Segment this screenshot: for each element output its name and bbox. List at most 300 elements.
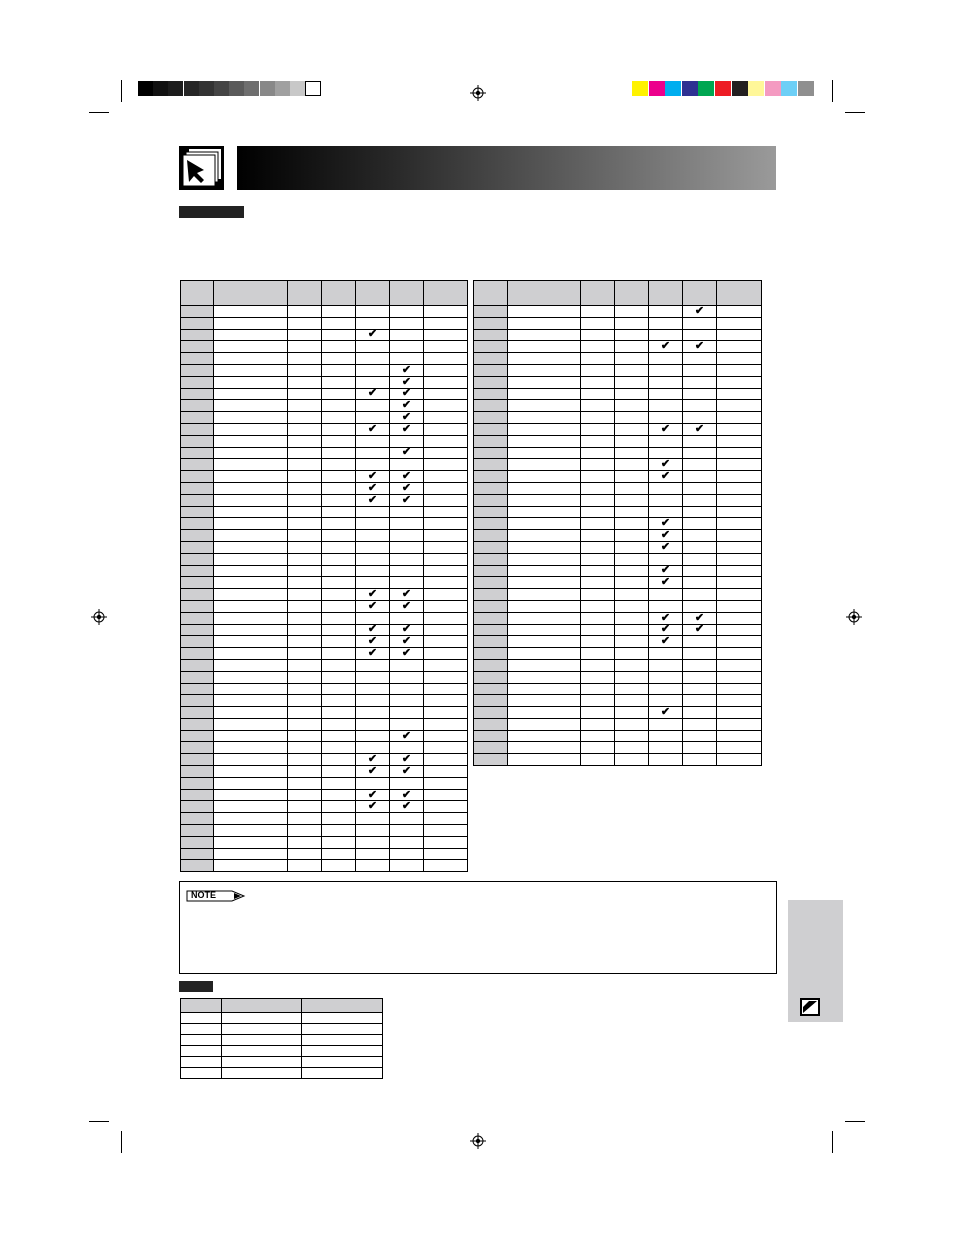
table-cell: [288, 341, 322, 353]
table-row: [474, 648, 762, 660]
table-cell: [474, 589, 508, 601]
color-swatch: [632, 81, 648, 96]
table-row: [181, 624, 468, 636]
table-cell: [322, 730, 356, 742]
table-cell: [683, 671, 717, 683]
table-row: [474, 624, 762, 636]
table-cell: [356, 530, 390, 542]
table-cell: ✔: [356, 600, 390, 612]
table-cell: [214, 730, 288, 742]
table-row: [181, 541, 468, 553]
table-cell: [717, 518, 762, 530]
table-row: [181, 695, 468, 707]
table-cell: [322, 565, 356, 577]
table-cell: [474, 482, 508, 494]
table-cell: [356, 353, 390, 365]
table-row: [181, 813, 468, 825]
table-cell: [615, 553, 649, 565]
table-cell: [288, 860, 322, 872]
table-row: [181, 447, 468, 459]
table-cell: [181, 683, 214, 695]
table-cell: [356, 612, 390, 624]
registration-mark-icon: [846, 609, 862, 625]
table-cell: [214, 353, 288, 365]
table-row: [181, 600, 468, 612]
table-cell: [390, 317, 424, 329]
table-cell: [508, 376, 581, 388]
section-label: [179, 206, 244, 218]
table-cell: [356, 707, 390, 719]
table-cell: [649, 329, 683, 341]
table-cell: [581, 589, 615, 601]
table-row: [181, 671, 468, 683]
table-cell: [288, 530, 322, 542]
table-cell: [683, 459, 717, 471]
table-cell: [390, 695, 424, 707]
table-cell: [214, 777, 288, 789]
table-cell: [474, 730, 508, 742]
table-cell: [474, 506, 508, 518]
table-cell: [683, 659, 717, 671]
table-row: [181, 742, 468, 754]
table-row: [181, 518, 468, 530]
table-cell: [424, 412, 468, 424]
table-cell: ✔: [356, 624, 390, 636]
table-cell: [424, 364, 468, 376]
table-cell: [717, 364, 762, 376]
table-cell: [474, 624, 508, 636]
table-cell: ✔: [390, 600, 424, 612]
table-cell: [322, 423, 356, 435]
table-cell: [474, 459, 508, 471]
table-cell: [581, 459, 615, 471]
table-cell: [508, 388, 581, 400]
table-cell: [322, 707, 356, 719]
table-cell: [615, 565, 649, 577]
table-cell: [322, 553, 356, 565]
table-cell: [288, 707, 322, 719]
table-cell: [424, 553, 468, 565]
table-cell: [615, 388, 649, 400]
table-cell: [356, 364, 390, 376]
table-row: [181, 659, 468, 671]
table-cell: [717, 341, 762, 353]
table-cell: [390, 825, 424, 837]
table-cell: [508, 364, 581, 376]
table-cell: [181, 636, 214, 648]
table-cell: [717, 577, 762, 589]
table-cell: [649, 376, 683, 388]
column-header: [649, 281, 683, 306]
table-cell: [322, 836, 356, 848]
table-cell: [181, 766, 214, 778]
table-cell: ✔: [649, 341, 683, 353]
table-cell: [615, 482, 649, 494]
table-cell: [683, 541, 717, 553]
table-cell: ✔: [390, 789, 424, 801]
table-cell: [356, 742, 390, 754]
table-cell: [615, 329, 649, 341]
table-cell: [390, 459, 424, 471]
table-cell: ✔: [390, 754, 424, 766]
column-header: [717, 281, 762, 306]
table-cell: [424, 494, 468, 506]
table-cell: [615, 306, 649, 318]
table-cell: [288, 482, 322, 494]
table-cell: [581, 317, 615, 329]
table-cell: [581, 329, 615, 341]
table-cell: [214, 860, 288, 872]
column-header: [615, 281, 649, 306]
table-cell: [322, 695, 356, 707]
column-header: [424, 281, 468, 306]
table-cell: [288, 659, 322, 671]
table-cell: [474, 471, 508, 483]
table-cell: [649, 412, 683, 424]
table-cell: ✔: [390, 624, 424, 636]
table-row: [181, 801, 468, 813]
table-cell: [214, 848, 288, 860]
table-cell: [717, 683, 762, 695]
table-cell: [390, 659, 424, 671]
table-cell: [615, 423, 649, 435]
table-cell: [322, 435, 356, 447]
table-cell: [356, 777, 390, 789]
table-cell: [214, 364, 288, 376]
note-label: NOTE: [191, 890, 217, 900]
table-cell: ✔: [356, 766, 390, 778]
table-cell: [474, 577, 508, 589]
table-cell: [181, 364, 214, 376]
table-cell: [717, 317, 762, 329]
table-cell: [181, 353, 214, 365]
table-cell: [288, 388, 322, 400]
table-cell: [214, 683, 288, 695]
table-row: [474, 459, 762, 471]
table-cell: [474, 341, 508, 353]
table-cell: ✔: [390, 423, 424, 435]
table-cell: [649, 695, 683, 707]
table-cell: [322, 364, 356, 376]
table-cell: ✔: [356, 789, 390, 801]
table-cell: [683, 447, 717, 459]
table-cell: [424, 447, 468, 459]
table-cell: [508, 648, 581, 660]
table-cell: [356, 447, 390, 459]
table-cell: [356, 565, 390, 577]
table-cell: [649, 447, 683, 459]
table-cell: [717, 553, 762, 565]
table-cell: [424, 541, 468, 553]
table-cell: [508, 459, 581, 471]
table-row: [474, 353, 762, 365]
table-cell: [356, 412, 390, 424]
table-cell: [288, 671, 322, 683]
table-cell: ✔: [356, 471, 390, 483]
table-cell: [508, 530, 581, 542]
table-cell: [683, 600, 717, 612]
table-cell: [181, 813, 214, 825]
table-cell: [356, 306, 390, 318]
table-cell: [214, 565, 288, 577]
table-row: [474, 754, 762, 766]
table-cell: [717, 730, 762, 742]
table-cell: [424, 848, 468, 860]
table-row: [474, 376, 762, 388]
table-cell: [181, 648, 214, 660]
table-cell: [356, 730, 390, 742]
table-cell: [322, 376, 356, 388]
table-cell: [288, 459, 322, 471]
crop-mark: [89, 112, 109, 113]
table-cell: [717, 494, 762, 506]
table-cell: ✔: [390, 471, 424, 483]
table-cell: [508, 730, 581, 742]
table-cell: [508, 612, 581, 624]
table-cell: [181, 695, 214, 707]
table-cell: [214, 553, 288, 565]
table-cell: [615, 600, 649, 612]
table-cell: [581, 364, 615, 376]
table-row: [181, 754, 468, 766]
table-cell: [214, 577, 288, 589]
table-cell: [390, 541, 424, 553]
table-cell: [581, 494, 615, 506]
table-row: [181, 553, 468, 565]
gray-swatch: [229, 81, 244, 96]
table-cell: [288, 600, 322, 612]
table-cell: [181, 530, 214, 542]
table-cell: [322, 659, 356, 671]
table-cell: [288, 801, 322, 813]
table-cell: ✔: [390, 447, 424, 459]
table-cell: [649, 482, 683, 494]
table-cell: [581, 730, 615, 742]
color-swatch: [798, 81, 814, 96]
table-cell: [181, 541, 214, 553]
table-cell: [424, 789, 468, 801]
table-row: [181, 612, 468, 624]
table-cell: [214, 789, 288, 801]
table-cell: [214, 306, 288, 318]
table-cell: [322, 412, 356, 424]
table-cell: [581, 553, 615, 565]
table-cell: [717, 423, 762, 435]
table-cell: [214, 317, 288, 329]
gray-swatch: [290, 81, 305, 96]
table-cell: [322, 718, 356, 730]
table-cell: [390, 341, 424, 353]
table-cell: [717, 471, 762, 483]
table-cell: [615, 671, 649, 683]
table-cell: [508, 671, 581, 683]
table-cell: [288, 306, 322, 318]
table-cell: [181, 742, 214, 754]
table-cell: [322, 754, 356, 766]
table-cell: [181, 754, 214, 766]
table-cell: [424, 353, 468, 365]
table-cell: [424, 317, 468, 329]
column-header: [683, 281, 717, 306]
table-cell: ✔: [390, 636, 424, 648]
table-cell: [288, 423, 322, 435]
table-row: [474, 447, 762, 459]
table-cell: [474, 553, 508, 565]
table-cell: ✔: [390, 376, 424, 388]
table-cell: [181, 860, 214, 872]
table-cell: [322, 530, 356, 542]
table-cell: [424, 766, 468, 778]
table-cell: [649, 671, 683, 683]
table-cell: [508, 600, 581, 612]
table-cell: [181, 589, 214, 601]
table-cell: [508, 306, 581, 318]
table-cell: [288, 412, 322, 424]
table-cell: [424, 801, 468, 813]
table-cell: [717, 306, 762, 318]
table-cell: [214, 423, 288, 435]
table-cell: ✔: [390, 589, 424, 601]
table-cell: [649, 589, 683, 601]
table-cell: [649, 730, 683, 742]
table-cell: [581, 541, 615, 553]
table-cell: [288, 695, 322, 707]
table-cell: [424, 730, 468, 742]
table-cell: [474, 317, 508, 329]
table-row: [181, 648, 468, 660]
table-cell: [390, 435, 424, 447]
table-cell: ✔: [649, 707, 683, 719]
table-cell: [649, 754, 683, 766]
table-row: [474, 423, 762, 435]
table-row: [474, 718, 762, 730]
table-cell: ✔: [649, 541, 683, 553]
table-cell: [717, 388, 762, 400]
table-cell: [288, 813, 322, 825]
table-row: [181, 636, 468, 648]
corner-index-icon: [800, 998, 820, 1016]
table-cell: ✔: [390, 364, 424, 376]
table-row: [474, 541, 762, 553]
table-cell: [424, 376, 468, 388]
gray-swatch: [153, 81, 168, 96]
table-cell: [508, 518, 581, 530]
table-cell: ✔: [649, 565, 683, 577]
table-cell: [390, 506, 424, 518]
table-row: [474, 435, 762, 447]
table-cell: [390, 329, 424, 341]
table-cell: [683, 683, 717, 695]
color-swatch: [649, 81, 665, 96]
table-cell: [581, 530, 615, 542]
table-cell: [356, 376, 390, 388]
color-swatch: [748, 81, 764, 96]
table-cell: [288, 636, 322, 648]
table-cell: [683, 506, 717, 518]
table-cell: [322, 648, 356, 660]
table-cell: [508, 742, 581, 754]
table-cell: [322, 766, 356, 778]
table-cell: [424, 836, 468, 848]
table-cell: [683, 707, 717, 719]
gray-swatch: [260, 81, 275, 96]
column-header: [181, 281, 214, 306]
table-cell: [356, 541, 390, 553]
crop-mark: [832, 1131, 833, 1153]
table-cell: [322, 789, 356, 801]
note-box: [179, 881, 777, 974]
gray-swatch: [214, 81, 229, 96]
table-cell: [615, 718, 649, 730]
table-cell: [322, 848, 356, 860]
table-cell: [288, 777, 322, 789]
table-cell: [474, 648, 508, 660]
table-cell: [581, 482, 615, 494]
table-cell: [322, 388, 356, 400]
table-cell: [322, 671, 356, 683]
table-cell: [322, 353, 356, 365]
table-cell: [474, 353, 508, 365]
table-cell: [288, 836, 322, 848]
table-cell: [508, 447, 581, 459]
table-row: [181, 376, 468, 388]
table-cell: ✔: [356, 801, 390, 813]
table-cell: [615, 624, 649, 636]
table-cell: [356, 506, 390, 518]
table-cell: [181, 789, 214, 801]
table-cell: [322, 742, 356, 754]
table-cell: [581, 341, 615, 353]
table-row: [181, 718, 468, 730]
table-row: [474, 707, 762, 719]
note-badge: [186, 889, 246, 901]
table-cell: [424, 400, 468, 412]
tip-label-bar: [179, 981, 213, 992]
table-cell: [649, 600, 683, 612]
table-cell: [288, 541, 322, 553]
column-header: [390, 281, 424, 306]
table-cell: ✔: [649, 518, 683, 530]
table-cell: [356, 836, 390, 848]
table-cell: [390, 577, 424, 589]
table-cell: [214, 648, 288, 660]
table-row: [474, 412, 762, 424]
table-cell: [322, 777, 356, 789]
table-cell: [288, 400, 322, 412]
table-cell: [356, 577, 390, 589]
table-cell: [322, 577, 356, 589]
table-cell: [288, 317, 322, 329]
table-cell: ✔: [390, 730, 424, 742]
table-cell: [424, 813, 468, 825]
table-cell: [615, 353, 649, 365]
table-cell: [508, 341, 581, 353]
table-cell: [508, 353, 581, 365]
table-cell: [649, 494, 683, 506]
table-cell: [581, 671, 615, 683]
table-cell: [356, 317, 390, 329]
table-cell: [214, 494, 288, 506]
table-cell: [322, 471, 356, 483]
table-cell: [581, 506, 615, 518]
table-cell: [181, 412, 214, 424]
table-cell: [181, 777, 214, 789]
table-cell: [288, 754, 322, 766]
table-cell: [615, 435, 649, 447]
table-cell: [181, 482, 214, 494]
table-row: [181, 400, 468, 412]
table-cell: [288, 766, 322, 778]
